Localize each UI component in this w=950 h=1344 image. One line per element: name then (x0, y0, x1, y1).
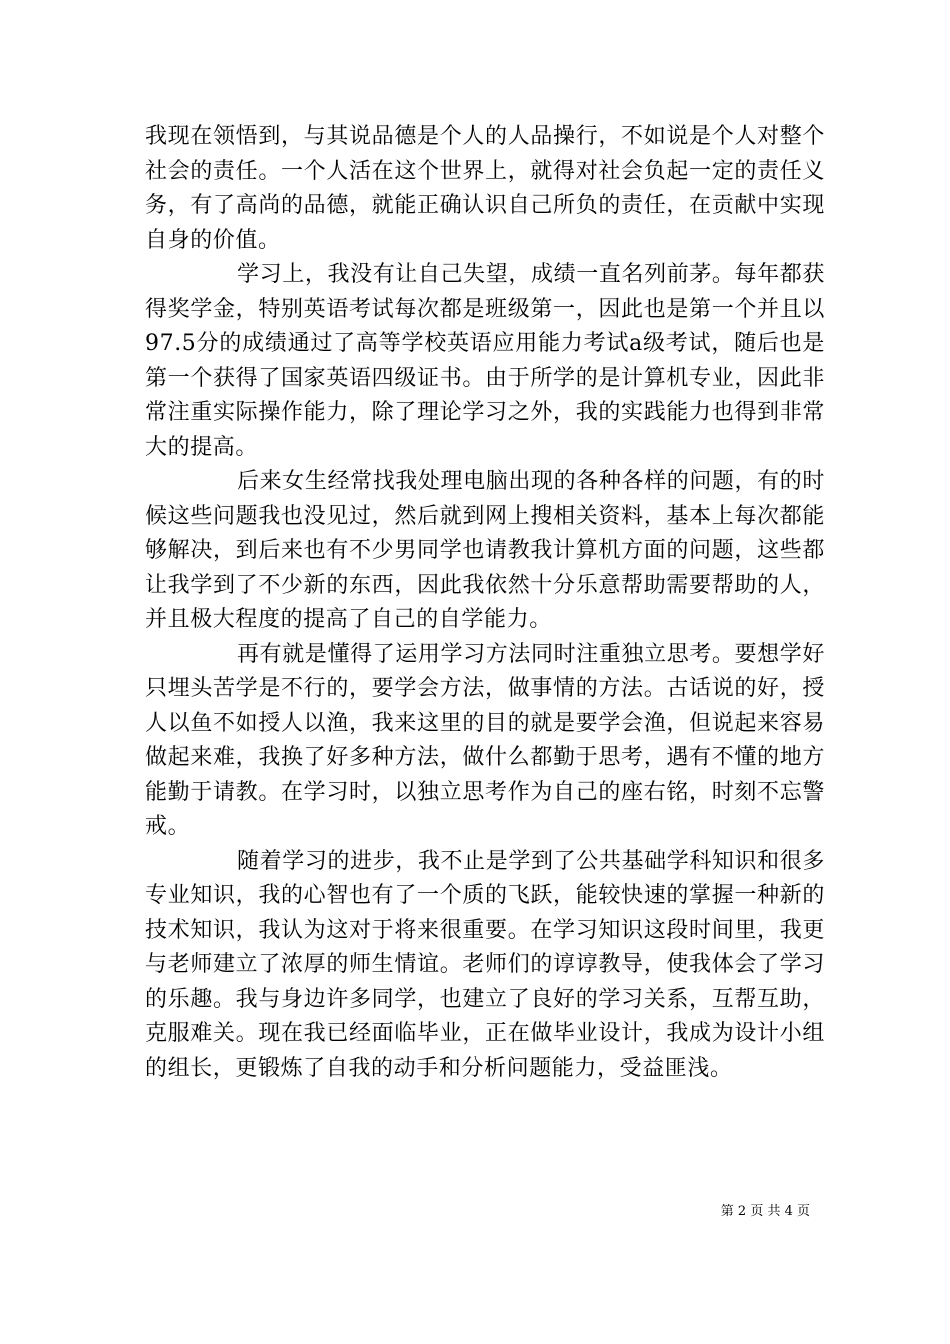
paragraph-1: 我现在领悟到，与其说品德是个人的人品操行，不如说是个人对整个社会的责任。一个人活在这个世界上，就得对社会负起一定的责任义务，有了高尚的品德，就能正确认识自己所负的责任，在贡献中实现自身的价值。 (145, 124, 825, 253)
paragraph-2: 学习上，我没有让自己失望，成绩一直名列前茅。每年都获得奖学金，特别英语考试每次都是班级第一，因此也是第一个并且以97.5分的成绩通过了高等学校英语应用能力考试a级考试，随后也是第一个获得了国家英语四级证书。由于所学的是计算机专业，因此非常注重实际操作能力，除了理论学习之外，我的实践能力也得到非常大的提高。 (145, 262, 825, 460)
paragraph-4: 再有就是懂得了运用学习方法同时注重独立思考。要想学好只埋头苦学是不行的，要学会方法，做事情的方法。古话说的好，授人以鱼不如授人以渔，我来这里的目的就是要学会渔，但说起来容易做起来难，我换了好多种方法，做什么都勤于思考，遇有不懂的地方能勤于请教。在学习时，以独立思考作为自己的座右铭，时刻不忘警戒。 (145, 641, 825, 839)
document-body (145, 120, 825, 1086)
paragraph-5: 随着学习的进步，我不止是学到了公共基础学科知识和很多专业知识，我的心智也有了一个质的飞跃，能较快速的掌握一种新的技术知识，我认为这对于将来很重要。在学习知识这段时间里，我更与老师建立了浓厚的师生情谊。老师们的谆谆教导，使我体会了学习的乐趣。我与身边许多同学，也建立了良好的学习关系，互帮互助，克服难关。现在我已经面临毕业，正在做毕业设计，我成为设计小组的组长，更锻炼了自我的动手和分析问题能力，受益匪浅。 (145, 848, 825, 1081)
page-number-footer: 第 2 页 共 4 页 (720, 1204, 810, 1219)
paragraph-3: 后来女生经常找我处理电脑出现的各种各样的问题，有的时候这些问题我也没见过，然后就到网上搜相关资料，基本上每次都能够解决，到后来也有不少男同学也请教我计算机方面的问题，这些都让我学到了不少新的东西，因此我依然十分乐意帮助需要帮助的人，并且极大程度的提高了自己的自学能力。 (145, 469, 825, 632)
